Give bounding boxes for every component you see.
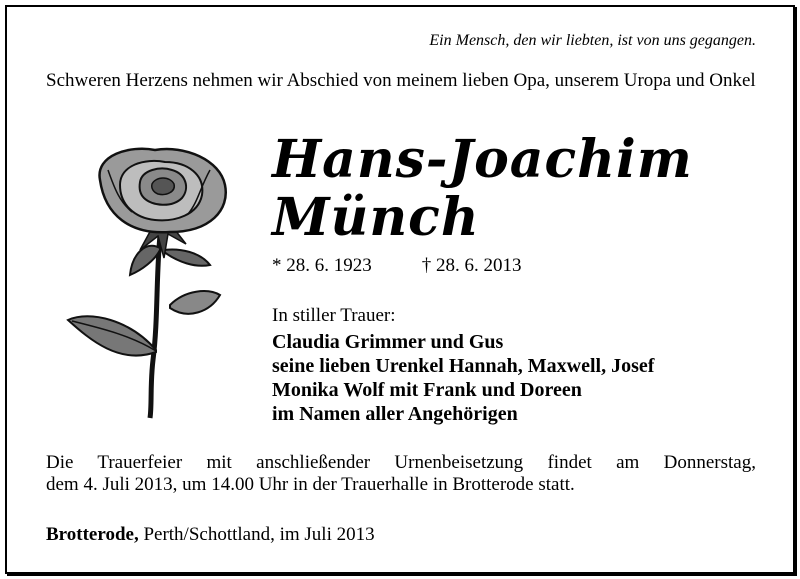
birth-date: * 28. 6. 1923: [272, 255, 372, 276]
deceased-last-name: Münch: [272, 187, 480, 248]
service-line-2: dem 4. Juli 2013, um 14.00 Uhr in der Trauerhalle in Brotterode statt.: [46, 474, 575, 495]
place-rest: Perth/Schottland, im Juli 2013: [138, 524, 375, 545]
intro-text: Schweren Herzens nehmen wir Abschied von meinem lieben Opa, unserem Uropa und Onkel: [46, 70, 756, 91]
service-line-1: Die Trauerfeier mit anschließender Urnenbeisetzung findet am Donnerstag,: [46, 452, 756, 473]
life-dates: [272, 255, 522, 277]
rose-icon: [60, 140, 250, 420]
mourner-line: im Namen aller Angehörigen: [272, 403, 518, 425]
mourner-line: Claudia Grimmer und Gus: [272, 331, 504, 353]
motto: Ein Mensch, den wir liebten, ist von uns gegangen.: [429, 32, 756, 49]
deceased-first-name: Hans-Joachim: [272, 129, 693, 190]
place-town: Brotterode,: [46, 524, 139, 545]
mourners-list: [272, 330, 654, 426]
mourner-line: Monika Wolf mit Frank und Doreen: [272, 379, 582, 401]
death-date: † 28. 6. 2013: [421, 255, 522, 276]
funeral-service-notice: [46, 452, 756, 496]
mourning-label: In stiller Trauer:: [272, 305, 396, 326]
place-and-date: [46, 524, 375, 546]
mourner-line: seine lieben Urenkel Hannah, Maxwell, Josef: [272, 355, 655, 377]
